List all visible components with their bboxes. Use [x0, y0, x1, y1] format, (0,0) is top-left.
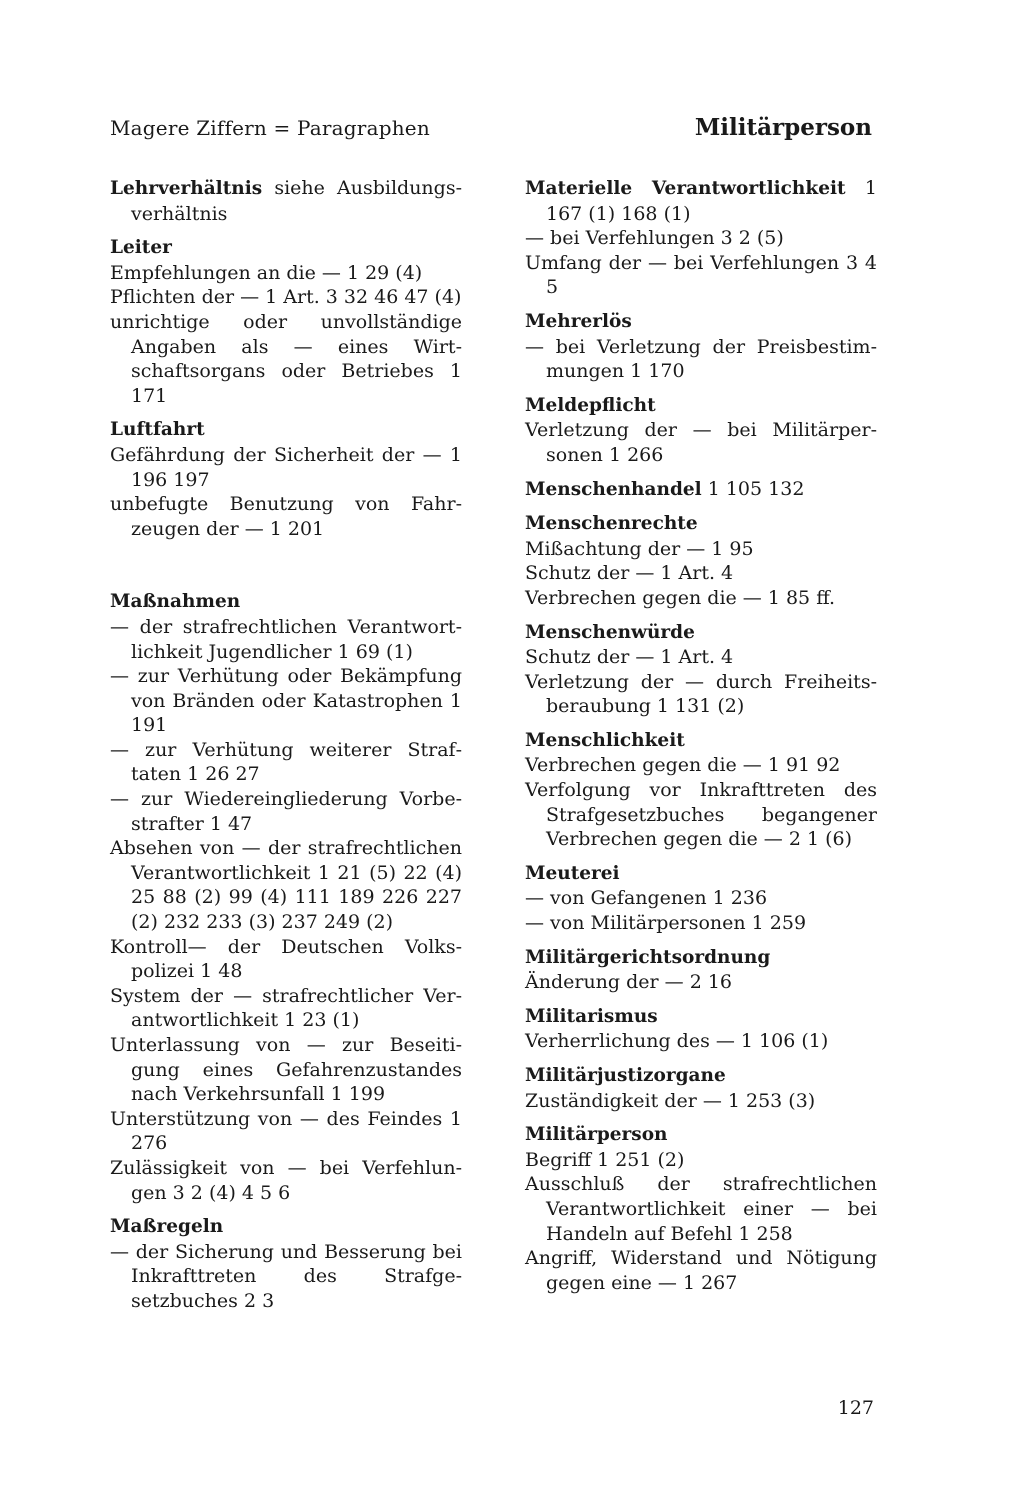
- page-number: 127: [837, 1397, 874, 1419]
- page-header-left: Magere Ziffern = Paragraphen: [110, 116, 430, 140]
- index-heading-line: [525, 511, 877, 537]
- index-heading: Menschenrechte: [525, 513, 698, 535]
- index-entry: [525, 176, 877, 300]
- index-heading-line: [525, 1122, 877, 1148]
- index-subentry: — bei Verfehlungen 3 2 (5): [525, 227, 784, 250]
- index-subentry: Schutz der — 1 Art. 4: [525, 562, 734, 585]
- index-subentry: — von Gefangenen 1 236: [525, 887, 768, 910]
- index-heading: Lehrverhältnis: [110, 178, 263, 199]
- index-subentry: unrichtige oder unvollständige Angaben als — eines Wirtschaftsorgans oder Betriebes 1 171: [110, 310, 462, 407]
- index-entry: [110, 589, 462, 1205]
- index-heading: Militärjustizorgane: [525, 1065, 726, 1086]
- index-entry: [525, 620, 877, 719]
- index-entry: [525, 1004, 877, 1054]
- index-column-left: [110, 176, 462, 1323]
- index-entry: [525, 861, 877, 936]
- index-entry: [525, 477, 877, 503]
- index-heading-line: [110, 176, 462, 226]
- running-head: Militärperson: [694, 114, 872, 141]
- index-heading: Menschenwürde: [525, 621, 695, 643]
- index-heading: Materielle Verantwortlichkeit: [525, 178, 846, 199]
- index-heading: Leiter: [110, 237, 172, 259]
- index-entry: [525, 393, 877, 468]
- index-subentry: Mißachtung der — 1 95: [525, 537, 754, 560]
- index-heading-line: [525, 1063, 877, 1089]
- index-subentry: — zur Verhütung oder Bekämpfung von Bränden oder Katastrophen 1 191: [110, 665, 462, 737]
- index-heading: Maßregeln: [110, 1216, 224, 1238]
- index-subentry: Zuständigkeit der — 1 253 (3): [525, 1089, 816, 1112]
- index-heading-line: [525, 620, 877, 646]
- index-entry: [525, 945, 877, 995]
- index-entry: [525, 309, 877, 384]
- index-heading-line: [525, 176, 877, 226]
- index-subentry: Verherrlichung des — 1 106 (1): [525, 1030, 829, 1053]
- index-heading-reference: 1 105 132: [707, 477, 805, 500]
- index-entry: [110, 176, 462, 226]
- index-subentry: — zur Verhütung weiterer Straftaten 1 26 27: [110, 738, 462, 786]
- index-column-right: [525, 176, 877, 1304]
- index-subentry: Pflichten der — 1 Art. 3 32 46 47 (4): [110, 286, 462, 309]
- index-subentry: Unterlassung von — zur Beseitigung eines Gefahrenzustandes nach Verkehrsunfall 1 199: [110, 1034, 462, 1106]
- index-heading-line: [525, 861, 877, 887]
- index-entry: [110, 1214, 462, 1313]
- index-heading: Menschenhandel: [525, 478, 702, 500]
- index-subentry: Unterstützung von — des Feindes 1 276: [110, 1107, 462, 1155]
- index-heading-line: [525, 1004, 877, 1030]
- index-entry: [110, 235, 462, 408]
- index-heading: Meuterei: [525, 862, 620, 884]
- index-heading-line: [525, 393, 877, 419]
- index-subentry: — bei Verletzung der Preisbestimmungen 1 170: [525, 335, 877, 383]
- index-subentry: System der — strafrechtlicher Verantwortlichkeit 1 23 (1): [110, 984, 462, 1032]
- index-subentry: Verfolgung vor Inkrafttreten des Strafgesetzbuches begangener Verbrechen gegen die — 2 1 (6): [525, 779, 877, 851]
- index-heading: Maßnahmen: [110, 591, 241, 613]
- index-subentry: Verbrechen gegen die — 1 85 ff.: [525, 586, 836, 609]
- index-heading-line: [110, 417, 462, 443]
- index-subentry: Gefährdung der Sicherheit der — 1 196 197: [110, 443, 462, 491]
- index-subentry: — der Sicherung und Besserung bei Inkrafttreten des Strafgesetzbuches 2 3: [110, 1240, 462, 1312]
- index-heading-line: [110, 235, 462, 261]
- index-subentry: Änderung der — 2 16: [525, 971, 732, 994]
- index-subentry: Begriff 1 251 (2): [525, 1148, 685, 1171]
- index-subentry: Angriff, Widerstand und Nötigung gegen eine — 1 267: [525, 1247, 877, 1294]
- index-entry: [525, 1063, 877, 1113]
- index-subentry: Verletzung der — bei Militärpersonen 1 266: [525, 419, 877, 466]
- index-heading: Meldepflicht: [525, 394, 656, 416]
- index-subentry: Verletzung der — durch Freiheitsberaubung 1 131 (2): [525, 670, 877, 718]
- index-subentry: — zur Wiedereingliederung Vorbestrafter 1 47: [110, 788, 462, 835]
- index-subentry: — von Militärpersonen 1 259: [525, 912, 807, 935]
- index-heading-line: [110, 589, 462, 615]
- index-subentry: Empfehlungen an die — 1 29 (4): [110, 261, 423, 284]
- index-heading: Militarismus: [525, 1005, 658, 1027]
- index-heading: Militärgerichtsordnung: [525, 946, 771, 968]
- index-heading-line: [525, 728, 877, 754]
- index-subentry: Absehen von — der strafrechtlichen Verantwortlichkeit 1 21 (5) 22 (4) 25 88 (2) 99 (4) 111 189 226 227 (2) 232 233 (3) 237 249 (2): [110, 837, 462, 934]
- index-heading-reference: siehe Ausbildungsverhältnis: [131, 177, 463, 225]
- index-heading: Militärperson: [525, 1124, 668, 1146]
- index-entry: [110, 417, 462, 541]
- index-heading-reference: 1 167 (1) 168 (1): [546, 177, 877, 225]
- index-entry: [525, 1122, 877, 1295]
- index-subentry: unbefugte Benutzung von Fahrzeugen der — 1 201: [110, 493, 462, 540]
- index-subentry: Schutz der — 1 Art. 4: [525, 646, 734, 669]
- index-subentry: Verbrechen gegen die — 1 91 92: [525, 754, 841, 777]
- index-subentry: Kontroll— der Deutschen Volkspolizei 1 48: [110, 935, 462, 983]
- index-heading-line: [110, 1214, 462, 1240]
- index-subentry: — der strafrechtlichen Verantwortlichkeit Jugendlicher 1 69 (1): [110, 615, 462, 663]
- index-entry: [525, 728, 877, 852]
- index-heading-line: [525, 477, 877, 503]
- index-heading: Luftfahrt: [110, 419, 205, 441]
- index-subentry: Ausschluß der strafrechtlichen Verantwortlichkeit einer — bei Handeln auf Befehl 1 258: [525, 1173, 877, 1245]
- index-subentry: Zulässigkeit von — bei Verfehlungen 3 2 (4) 4 5 6: [110, 1156, 462, 1204]
- index-heading: Menschlichkeit: [525, 729, 685, 751]
- index-subentry: Umfang der — bei Verfehlungen 3 4 5: [525, 251, 877, 299]
- index-heading-line: [525, 309, 877, 335]
- index-entry: [525, 511, 877, 610]
- index-heading-line: [525, 945, 877, 971]
- index-heading: Mehrerlös: [525, 310, 632, 332]
